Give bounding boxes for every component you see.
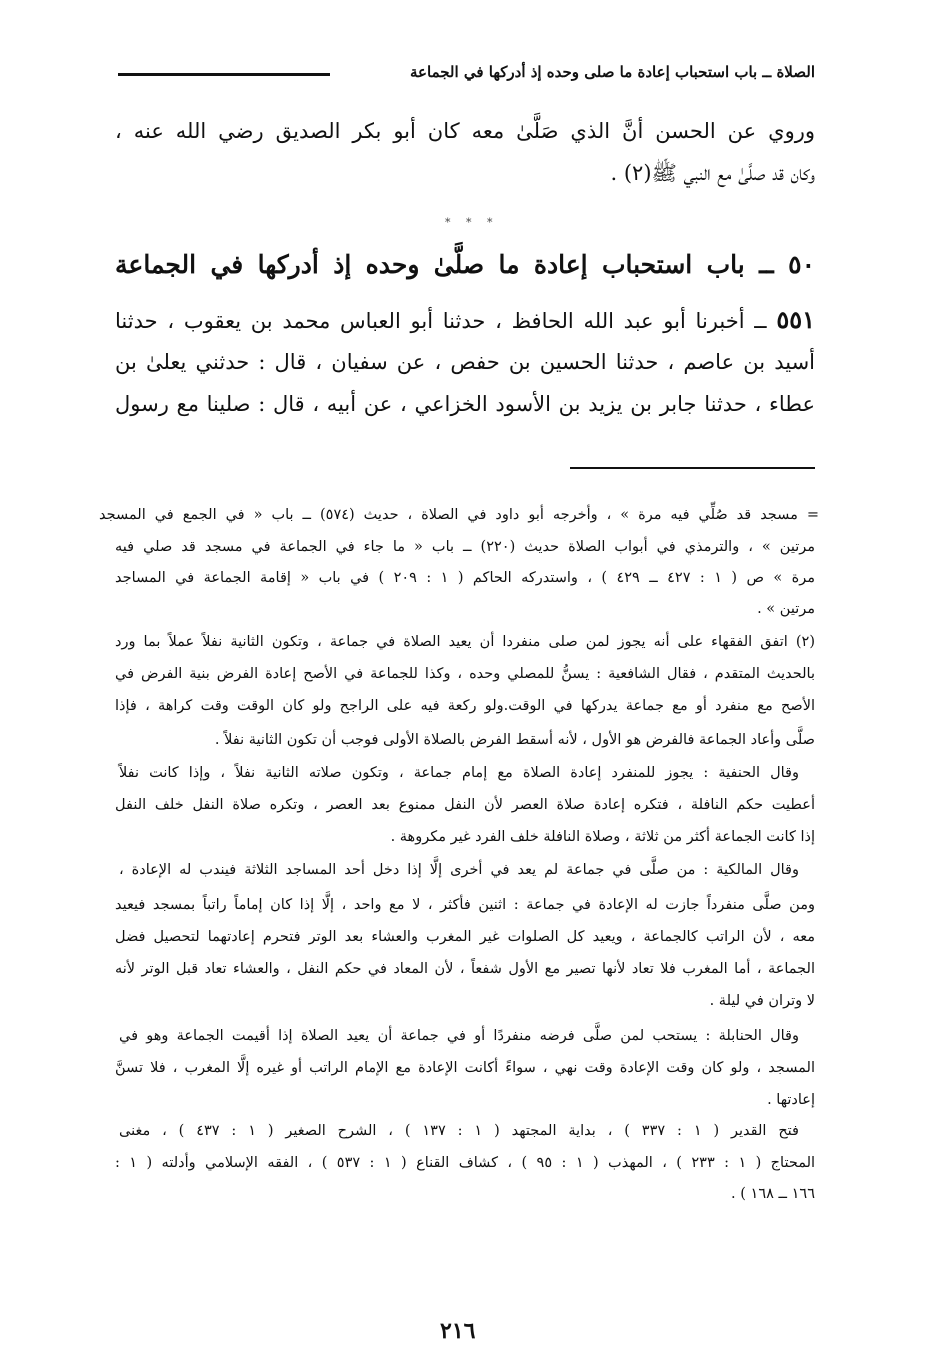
hadith-line: عطاء ، حدثنا جابر بن يزيد بن الأسود الخزاعي ، عن أبيه ، قال : صلينا مع رسول (115, 392, 815, 416)
footnote-line: (٢) اتفق الفقهاء على أنه يجوز لمن صلى منفردا أن يعيد الصلاة في جماعة ، وتكون الثانية نفلاً عملاً بما ورد (115, 634, 815, 650)
footnote-line: وقال الحنفية : يجوز للمنفرد إعادة الصلاة مع إمام جماعة ، وتكون صلاته الثانية نفلاً ، وإذا كانت نفلاً (119, 765, 799, 781)
section-separator: * * * (445, 216, 499, 229)
footnote-line: فتح القدير ( ١ : ٣٣٧ ) ، بداية المجتهد ( ١ : ١٣٧ ) ، الشرح الصغير ( ١ : ٤٣٧ ) ، مغنى (119, 1123, 799, 1139)
running-header: الصلاة ــ باب استحباب إعادة ما صلى وحده إذ أدركها في الجماعة (410, 63, 815, 81)
footnote-line: وقال المالكية : من صلَّى في جماعة لم يعد في أخرى إلَّا إذا دخل أحد المساجد الثلاثة فيندب له الإعادة ، (119, 862, 799, 878)
footnote-line: الأصح مع منفرد أو مع جماعة يدركها في الوقت.ولو ركعة فيه على الراجح ولو كان الوقت وقت كراهة ، فإذا (115, 698, 815, 714)
footnote-line: المحتاج ( ١ : ٢٣٣ ) ، المهذب ( ١ : ٩٥ ) ، كشاف القناع ( ١ : ٥٣٧ ) ، الفقه الإسلامي وأدلته ( ١ : (115, 1155, 816, 1171)
footnote-line: صلَّى وأعاد الجماعة فالفرض هو الأول ، لأنه أسقط الفرض بالصلاة الأولى فوجب أن تكون الثانية نفلاً . (214, 732, 815, 748)
footnote-line: بالحديث المتقدم ، فقال الشافعية : يسنُّ للمصلي وحده ، وكذا للجماعة في الأصح إعادة الفرض بنية الفرض في (115, 666, 815, 682)
chapter-number: ٥٠ (788, 250, 815, 279)
hadith-number: ٥٥١ (776, 305, 815, 334)
footnote-line: مرتين » . (757, 601, 815, 617)
footnote-line: لا وتران في ليلة . (709, 993, 815, 1009)
footnote-line: = مسجد قد صُلِّي فيه مرة » ، وأخرجه أبو داود في الصلاة ، حديث (٥٧٤) ــ باب « في الجمع في المسجد (99, 507, 819, 523)
intro-line: وكان قد صلَّىٰ مع النبي ﷺ(٢) . (610, 161, 815, 185)
page-number: ٢١٦ (440, 1318, 476, 1344)
footnote-line: إذا كانت الجماعة أكثر من ثلاثة ، وصلاة النافلة خلف الفرد غير مكروهة . (390, 829, 815, 845)
footnote-line: معه ، لأن الراتب كالجماعة ، ويعيد كل الصلوات غير المغرب والعشاء بعد الوتر فتحرم إعادتهما لتحصيل فضل (115, 929, 815, 945)
footnote-rule (570, 467, 815, 469)
footnote-line: ١٦٦ ــ ١٦٨ ) . (731, 1186, 815, 1202)
intro-line: وروي عن الحسن أنَّ الذي صَلَّىٰ معه كان أبو بكر الصديق رضي الله عنه ، (115, 119, 815, 143)
hadith-text: ــ أخبرنا أبو عبد الله الحافظ ، حدثنا أبو العباس محمد بن يعقوب ، حدثنا (115, 309, 767, 333)
footnote-line: وقال الحنابلة : يستحب لمن صلَّى فرضه منفردًا أو في جماعة أن يعيد الصلاة إذا أقيمت الجماعة وهو في (119, 1028, 799, 1044)
footnote-line: ومن صلَّى منفرداً جازت له الإعادة في جماعة : اثنين فأكثر ، لا مع واحد ، إلَّا إذا كان إماماً راتباً بمسجد فيعيد (115, 897, 815, 913)
footnote-line: أعطيت حكم النافلة ، فتكره إعادة صلاة العصر لأن النفل ممنوع بعد العصر ، وتكره صلاة النفل خلف النفل (115, 797, 815, 813)
footnote-line: مرة » ص ( ١ : ٤٢٧ ــ ٤٢٩ ) ، واستدركه الحاكم ( ١ : ٢٠٩ ) في باب « إقامة الجماعة في المساجد (115, 570, 816, 586)
hadith-line: أسيد بن عاصم ، حدثنا الحسين بن حفص ، عن سفيان ، قال : حدثني يعلىٰ بن (115, 350, 815, 374)
chapter-title: ــ باب استحباب إعادة ما صلَّىٰ وحده إذ أدركها في الجماعة (115, 250, 774, 279)
footnote-line: مرتين » ، والترمذي في أبواب الصلاة حديث (٢٢٠) ــ باب « ما جاء في الجماعة في مسجد قد صلي فيه (115, 539, 816, 555)
chapter-heading (115, 248, 815, 282)
footnote-line: المسجد ، ولو كان وقت الإعادة وقت نهي ، سواءً أكانت الإعادة مع الإمام الراتب أو غيره إلَّا المغرب ، فلا تسنَّ (115, 1060, 815, 1076)
header-rule (118, 73, 330, 76)
footnote-line: إعادتها . (767, 1092, 815, 1108)
footnote-line: الجماعة ، أما المغرب فلا تعاد لأنها تصير مع الأول شفعاً ، لأن المعاد في حكم النفل ، والعشاء تعاد قبل الوتر لأنه (115, 961, 815, 977)
hadith-line (115, 305, 815, 335)
